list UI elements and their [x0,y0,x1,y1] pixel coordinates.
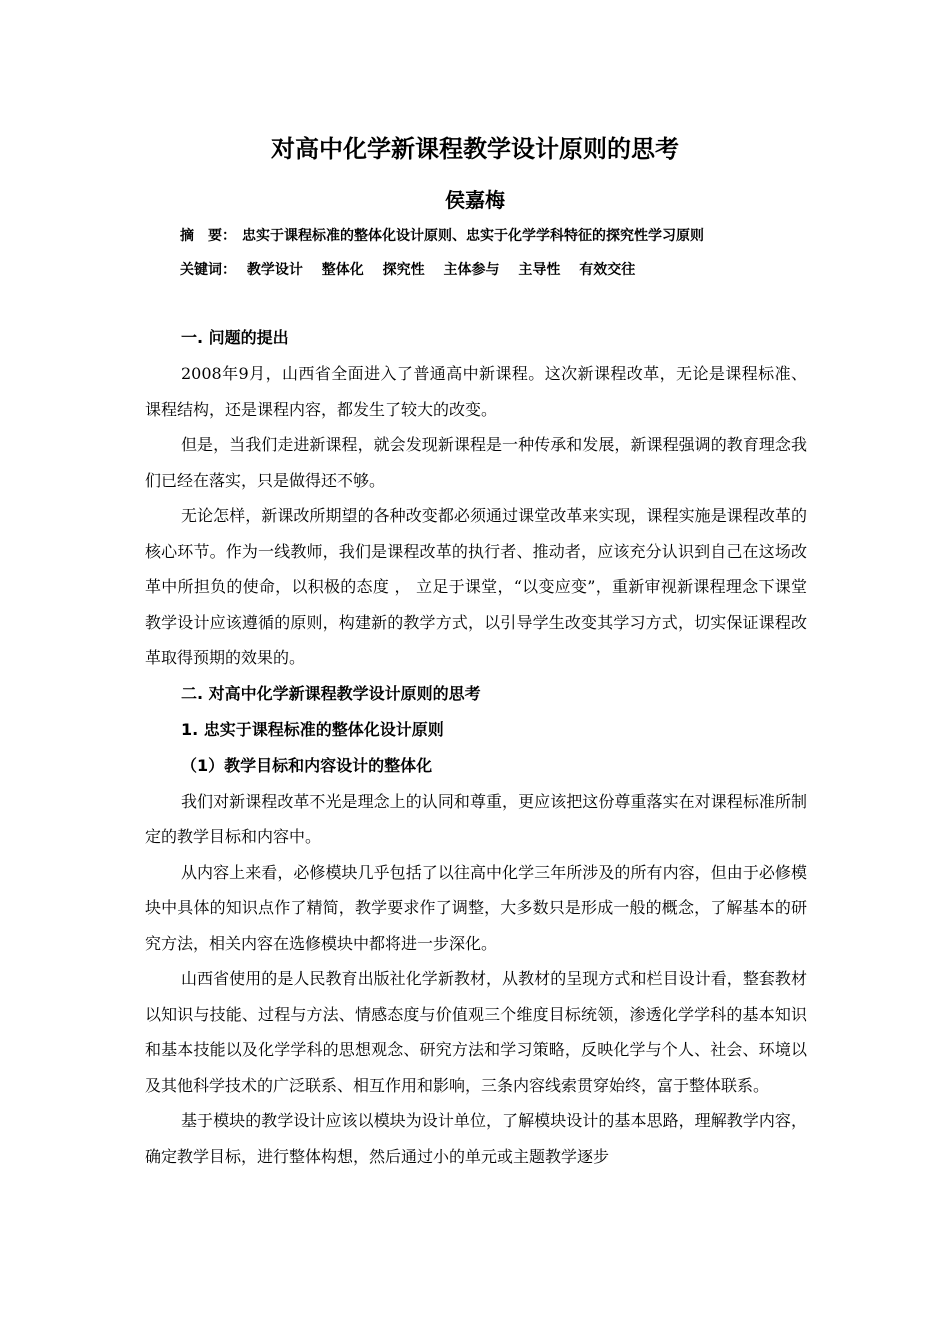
keyword: 教学设计 [246,262,303,278]
keywords-label: 关键词： [180,262,236,278]
paragraph: 从内容上来看，必修模块几乎包括了以往高中化学三年所涉及的所有内容，但由于必修模块中具体的知识点作了精简，教学要求作了调整，大多数只是形成一般的概念，了解基本的研究方法，相关内容在选修模块中都将进一步深化。 [145,862,807,953]
section-heading: 一. 问题的提出 [181,328,289,347]
subsubsection-heading: （1）教学目标和内容设计的整体化 [181,755,433,775]
keyword: 主体参与 [443,262,500,278]
paragraph: 无论怎样，新课改所期望的各种改变都必须通过课堂改革来实现，课程实施是课程改革的核心环节。作为一线教师，我们是课程改革的执行者、推动者，应该充分认识到自己在这场改革中所担负的使命，以积极的态度 ， 立足于课堂，“以变应变”，重新审视新课程理念下课堂教学设计应该遵循的原则，构建新的教学方式，以引导学生改变其学习方式，切实保证课程改革取得预期的效果的。 [145,506,807,667]
abstract-label: 摘 要： [180,228,236,244]
paragraph: 基于模块的教学设计应该以模块为设计单位，了解模块设计的基本思路，理解教学内容，确定教学目标，进行整体构想，然后通过小的单元或主题教学逐步 [145,1111,807,1166]
paragraph: 2008年9月，山西省全面进入了普通高中新课程。这次新课程改革，无论是课程标准、课程结构，还是课程内容，都发生了较大的改变。 [145,364,807,419]
abstract-text: 忠实于课程标准的整体化设计原则、忠实于化学学科特征的探究性学习原则 [242,228,704,244]
keyword: 探究性 [382,262,425,278]
paragraph: 我们对新课程改革不光是理念上的认同和尊重，更应该把这份尊重落实在对课程标准所制定的教学目标和内容中。 [145,791,807,846]
paragraph: 山西省使用的是人民教育出版社化学新教材，从教材的呈现方式和栏目设计看，整套教材以知识与技能、过程与方法、情感态度与价值观三个维度目标统领，渗透化学学科的基本知识和基本技能以及化学学科的思想观念、研究方法和学习策略，反映化学与个人、社会、环境以及其他科学技术的广泛联系、相互作用和影响，三条内容线索贯穿始终，富于整体联系。 [145,969,807,1095]
keyword: 主导性 [518,262,561,278]
subsection-heading: 1. 忠实于课程标准的整体化设计原则 [181,719,444,739]
document-title: 对高中化学新课程教学设计原则的思考 [271,135,679,163]
keyword: 有效交往 [579,262,636,278]
paragraph: 但是，当我们走进新课程，就会发现新课程是一种传承和发展，新课程强调的教育理念我们已经在落实，只是做得还不够。 [145,435,807,490]
keyword: 整体化 [321,262,364,278]
keywords-line [180,259,649,281]
document-author: 侯嘉梅 [445,188,505,212]
abstract-line [180,225,704,247]
section-heading: 二. 对高中化学新课程教学设计原则的思考 [181,683,481,703]
document-body [145,320,807,1174]
